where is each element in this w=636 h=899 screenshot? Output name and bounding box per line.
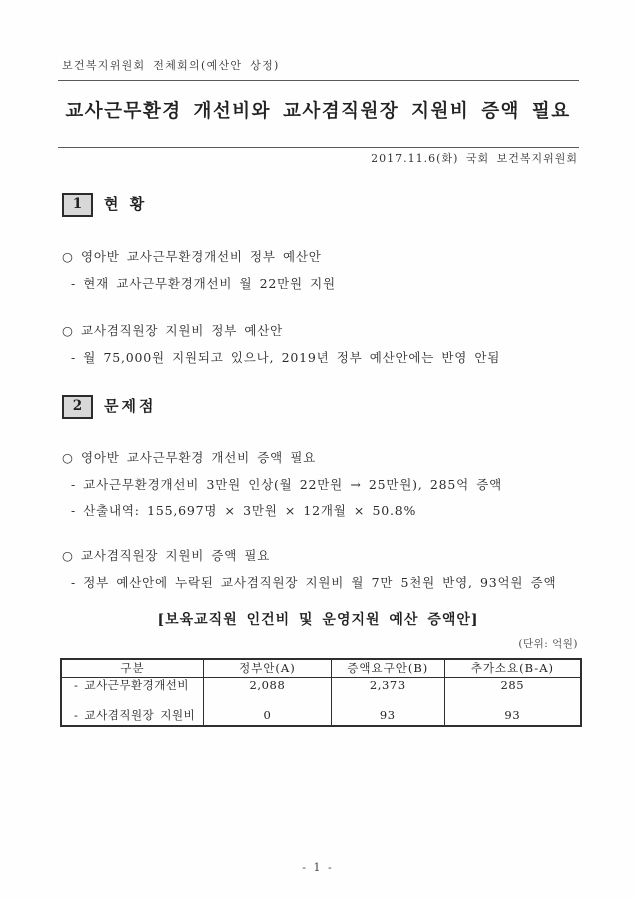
table-cell-value: 2,373 [331,678,444,700]
bullet-item: ○ 영아반 교사근무환경 개선비 증액 필요 [62,450,317,465]
sub-item: - 월 75,000원 지원되고 있으나, 2019년 정부 예산안에는 반영 안됨 [71,350,501,365]
budget-table [60,658,582,727]
bullet-item: ○ 영아반 교사근무환경개선비 정부 예산안 [62,249,322,264]
table-cell-value: 0 [203,699,331,726]
budget-table-container [60,658,582,727]
date-line: 2017.11.6(화) 국회 보건복지위원회 [371,152,578,165]
committee-header-label: 보건복지위원회 전체회의(예산안 상정) [62,59,280,72]
section-1-heading [62,193,147,217]
bullet-item: ○ 교사겸직원장 지원비 정부 예산안 [62,323,284,338]
sub-item: - 현재 교사근무환경개선비 월 22만원 지원 [71,276,336,291]
section-2-number-box: 2 [62,395,93,419]
sub-item: - 정부 예산안에 누락된 교사겸직원장 지원비 월 7만 5천원 반영, 93억원 증액 [71,575,557,590]
table-cell-label: - 교사겸직원장 지원비 [74,707,196,722]
page-number: - 1 - [302,861,334,874]
section-2-title: 문제점 [104,397,157,416]
table-header-gov-plan: 정부안(A) [203,659,331,678]
section-2-heading [62,395,156,419]
table-unit-label: (단위: 억원) [518,638,578,650]
sub-item: - 산출내역: 155,697명 × 3만원 × 12개월 × 50.8% [71,503,417,518]
section-1-number-box: 1 [62,193,93,217]
table-row [61,678,581,700]
table-header-increase-request: 증액요구안(B) [331,659,444,678]
table-cell-value: 285 [444,678,581,700]
table-cell-value: 93 [331,699,444,726]
title-divider-rule [58,147,579,148]
header-divider-rule [58,80,579,81]
table-title: [보육교직원 인건비 및 운영지원 예산 증액안] [157,612,479,628]
sub-item: - 교사근무환경개선비 3만원 인상(월 22만원 → 25만원), 285억 증액 [71,477,503,492]
bullet-item: ○ 교사겸직원장 지원비 증액 필요 [62,548,271,563]
document-title: 교사근무환경 개선비와 교사겸직원장 지원비 증액 필요 [65,101,571,122]
table-header-category: 구분 [61,659,203,678]
section-1-title: 현 황 [104,195,148,214]
table-cell-value: 2,088 [203,678,331,700]
table-header-row [61,659,581,678]
table-header-additional-need: 추가소요(B-A) [444,659,581,678]
table-cell-value: 93 [444,699,581,726]
table-cell-label: - 교사근무환경개선비 [74,678,190,692]
table-row [61,699,581,726]
